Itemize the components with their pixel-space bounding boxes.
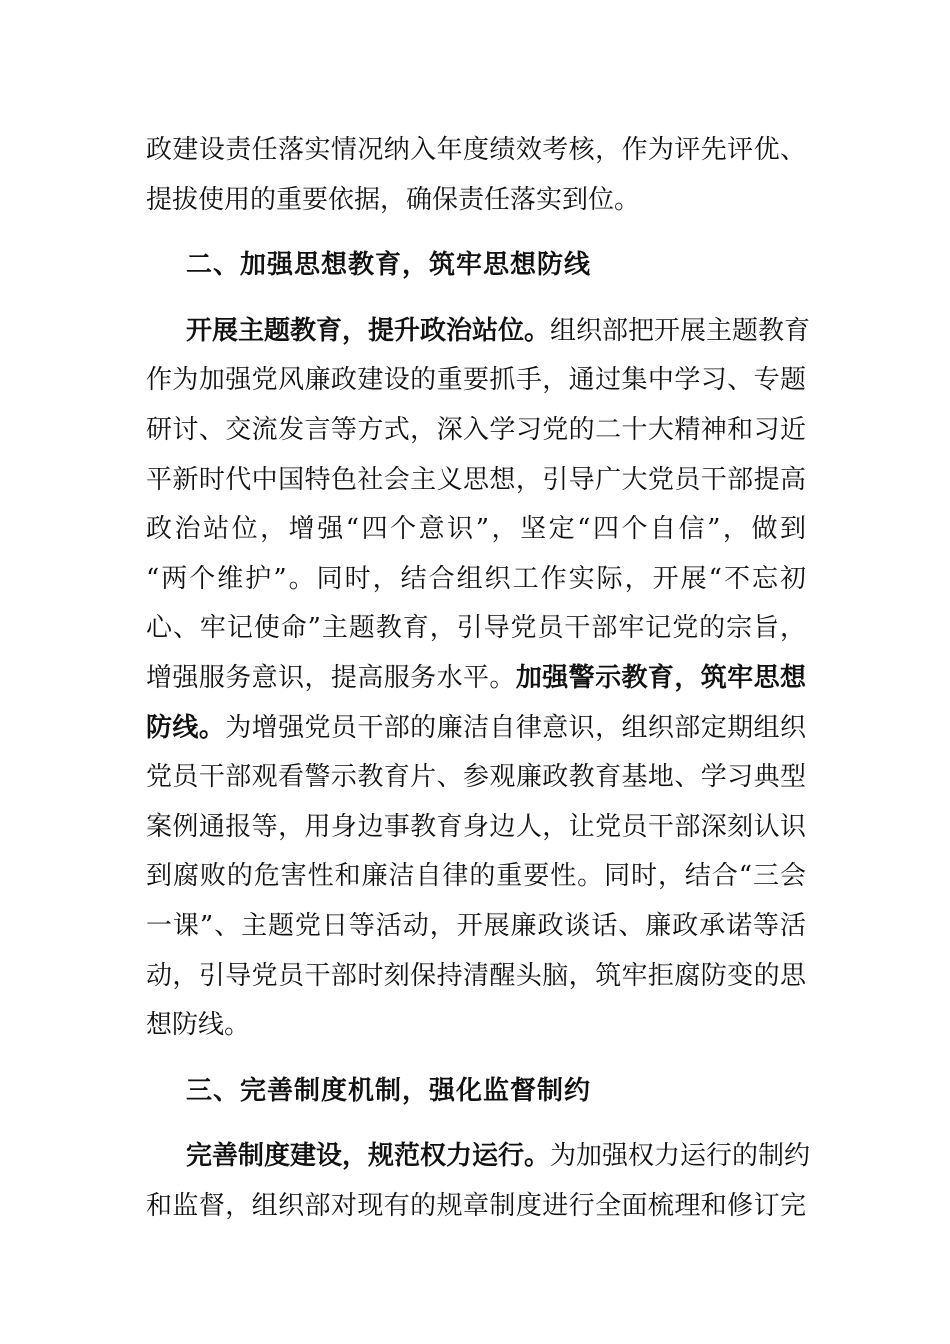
- text-line: 研讨、交流发言等方式，深入学习党的二十大精神和习近: [146, 414, 806, 445]
- text-line: 党员干部观看警示教育片、参观廉政教育基地、学习典型: [146, 762, 806, 793]
- text-line: 政治站位，增强“四个意识”，坚定“四个自信”，做到: [146, 514, 806, 545]
- bold-lead: 加强警示教育，筑牢思想: [515, 662, 806, 693]
- text-line: “两个维护”。同时，结合组织工作实际，开展“不忘初: [146, 563, 806, 594]
- text-line: 案例通报等，用身边事教育身边人，让党员干部深刻认识: [146, 811, 806, 842]
- text-line: 和监督，组织部对现有的规章制度进行全面梳理和修订完: [146, 1190, 806, 1221]
- text-line: 平新时代中国特色社会主义思想，引导广大党员干部提高: [146, 464, 806, 495]
- text-line: 动，引导党员干部时刻保持清醒头脑，筑牢拒腐防变的思: [146, 960, 806, 991]
- section-heading-3: 三、完善制度机制，强化监督制约: [186, 1075, 592, 1106]
- text-line: 作为加强党风廉政建设的重要抓手，通过集中学习、专题: [146, 365, 806, 396]
- text-run: 为增强党员干部的廉洁自律意识，组织部定期组织: [225, 712, 806, 743]
- text-line: 一课”、主题党日等活动，开展廉政谈话、廉政承诺等活: [146, 910, 806, 941]
- text-line: 提拔使用的重要依据，确保责任落实到位。: [146, 184, 641, 215]
- text-line: [146, 307, 811, 357]
- section-heading-2: 二、加强思想教育，筑牢思想防线: [186, 250, 592, 281]
- text-line: 想防线。: [146, 1010, 251, 1041]
- paragraph-continued: [146, 126, 806, 225]
- document-page: [146, 126, 811, 1231]
- text-line: [146, 704, 806, 754]
- paragraph-thematic-education: [146, 307, 811, 1051]
- text-run: 组织部把开展主题教育: [550, 315, 811, 346]
- text-line: [146, 654, 806, 704]
- text-line: 政建设责任落实情况纳入年度绩效考核，作为评先评优、: [146, 135, 806, 165]
- paragraph-institution-building: [146, 1132, 811, 1231]
- text-line: 到腐败的危害性和廉洁自律的重要性。同时，结合“三会: [146, 861, 806, 892]
- text-line: 心、牢记使命”主题教育，引导党员干部牢记党的宗旨，: [146, 613, 806, 644]
- bold-lead: 完善制度建设，规范权力运行。: [186, 1141, 551, 1172]
- text-line: [146, 1132, 811, 1182]
- bold-lead: 防线。: [146, 712, 226, 743]
- text-run: 增强服务意识，提高服务水平。: [146, 662, 516, 693]
- bold-lead: 开展主题教育，提升政治站位。: [186, 315, 551, 346]
- text-run: 为加强权力运行的制约: [550, 1141, 811, 1172]
